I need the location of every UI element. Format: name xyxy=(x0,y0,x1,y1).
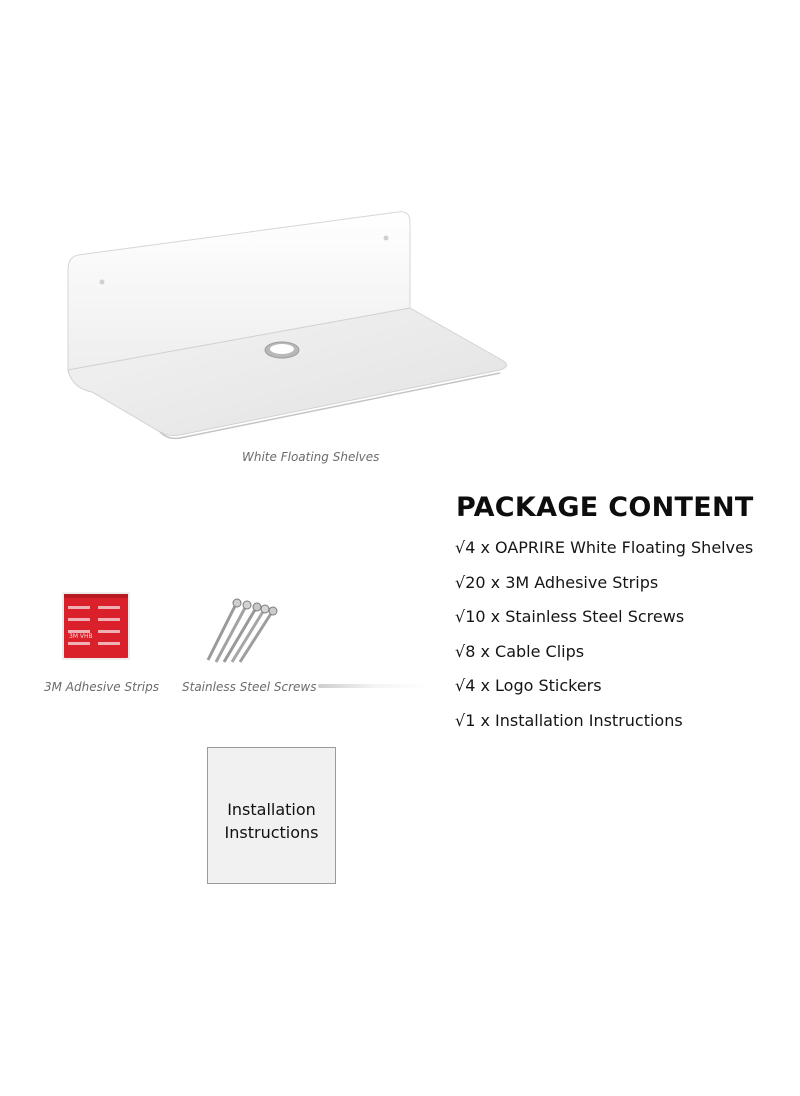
list-item: √8 x Cable Clips xyxy=(455,641,585,661)
list-item: √10 x Stainless Steel Screws xyxy=(455,607,685,626)
strip-print-text: 3M VHB xyxy=(69,633,93,640)
screw-icon xyxy=(200,596,284,664)
adhesive-strips-caption: 3M Adhesive Strips xyxy=(44,680,159,694)
installation-instructions-text: Installation Instructions xyxy=(224,799,319,842)
shelf-icon xyxy=(60,200,520,445)
adhesive-strip-icon xyxy=(58,588,134,664)
list-item: √20 x 3M Adhesive Strips xyxy=(455,572,659,592)
installation-instructions-card xyxy=(207,747,336,884)
screws-caption: Stainless Steel Screws xyxy=(182,680,317,694)
divider-line xyxy=(318,684,426,688)
list-item: √1 x Installation Instructions xyxy=(455,710,683,730)
list-item: √4 x OAPRIRE White Floating Shelves xyxy=(455,538,754,557)
package-content-title: PACKAGE CONTENT xyxy=(456,492,754,523)
list-item: √4 x Logo Stickers xyxy=(455,676,602,695)
shelf-caption: White Floating Shelves xyxy=(242,450,380,464)
package-content-list xyxy=(455,535,753,742)
